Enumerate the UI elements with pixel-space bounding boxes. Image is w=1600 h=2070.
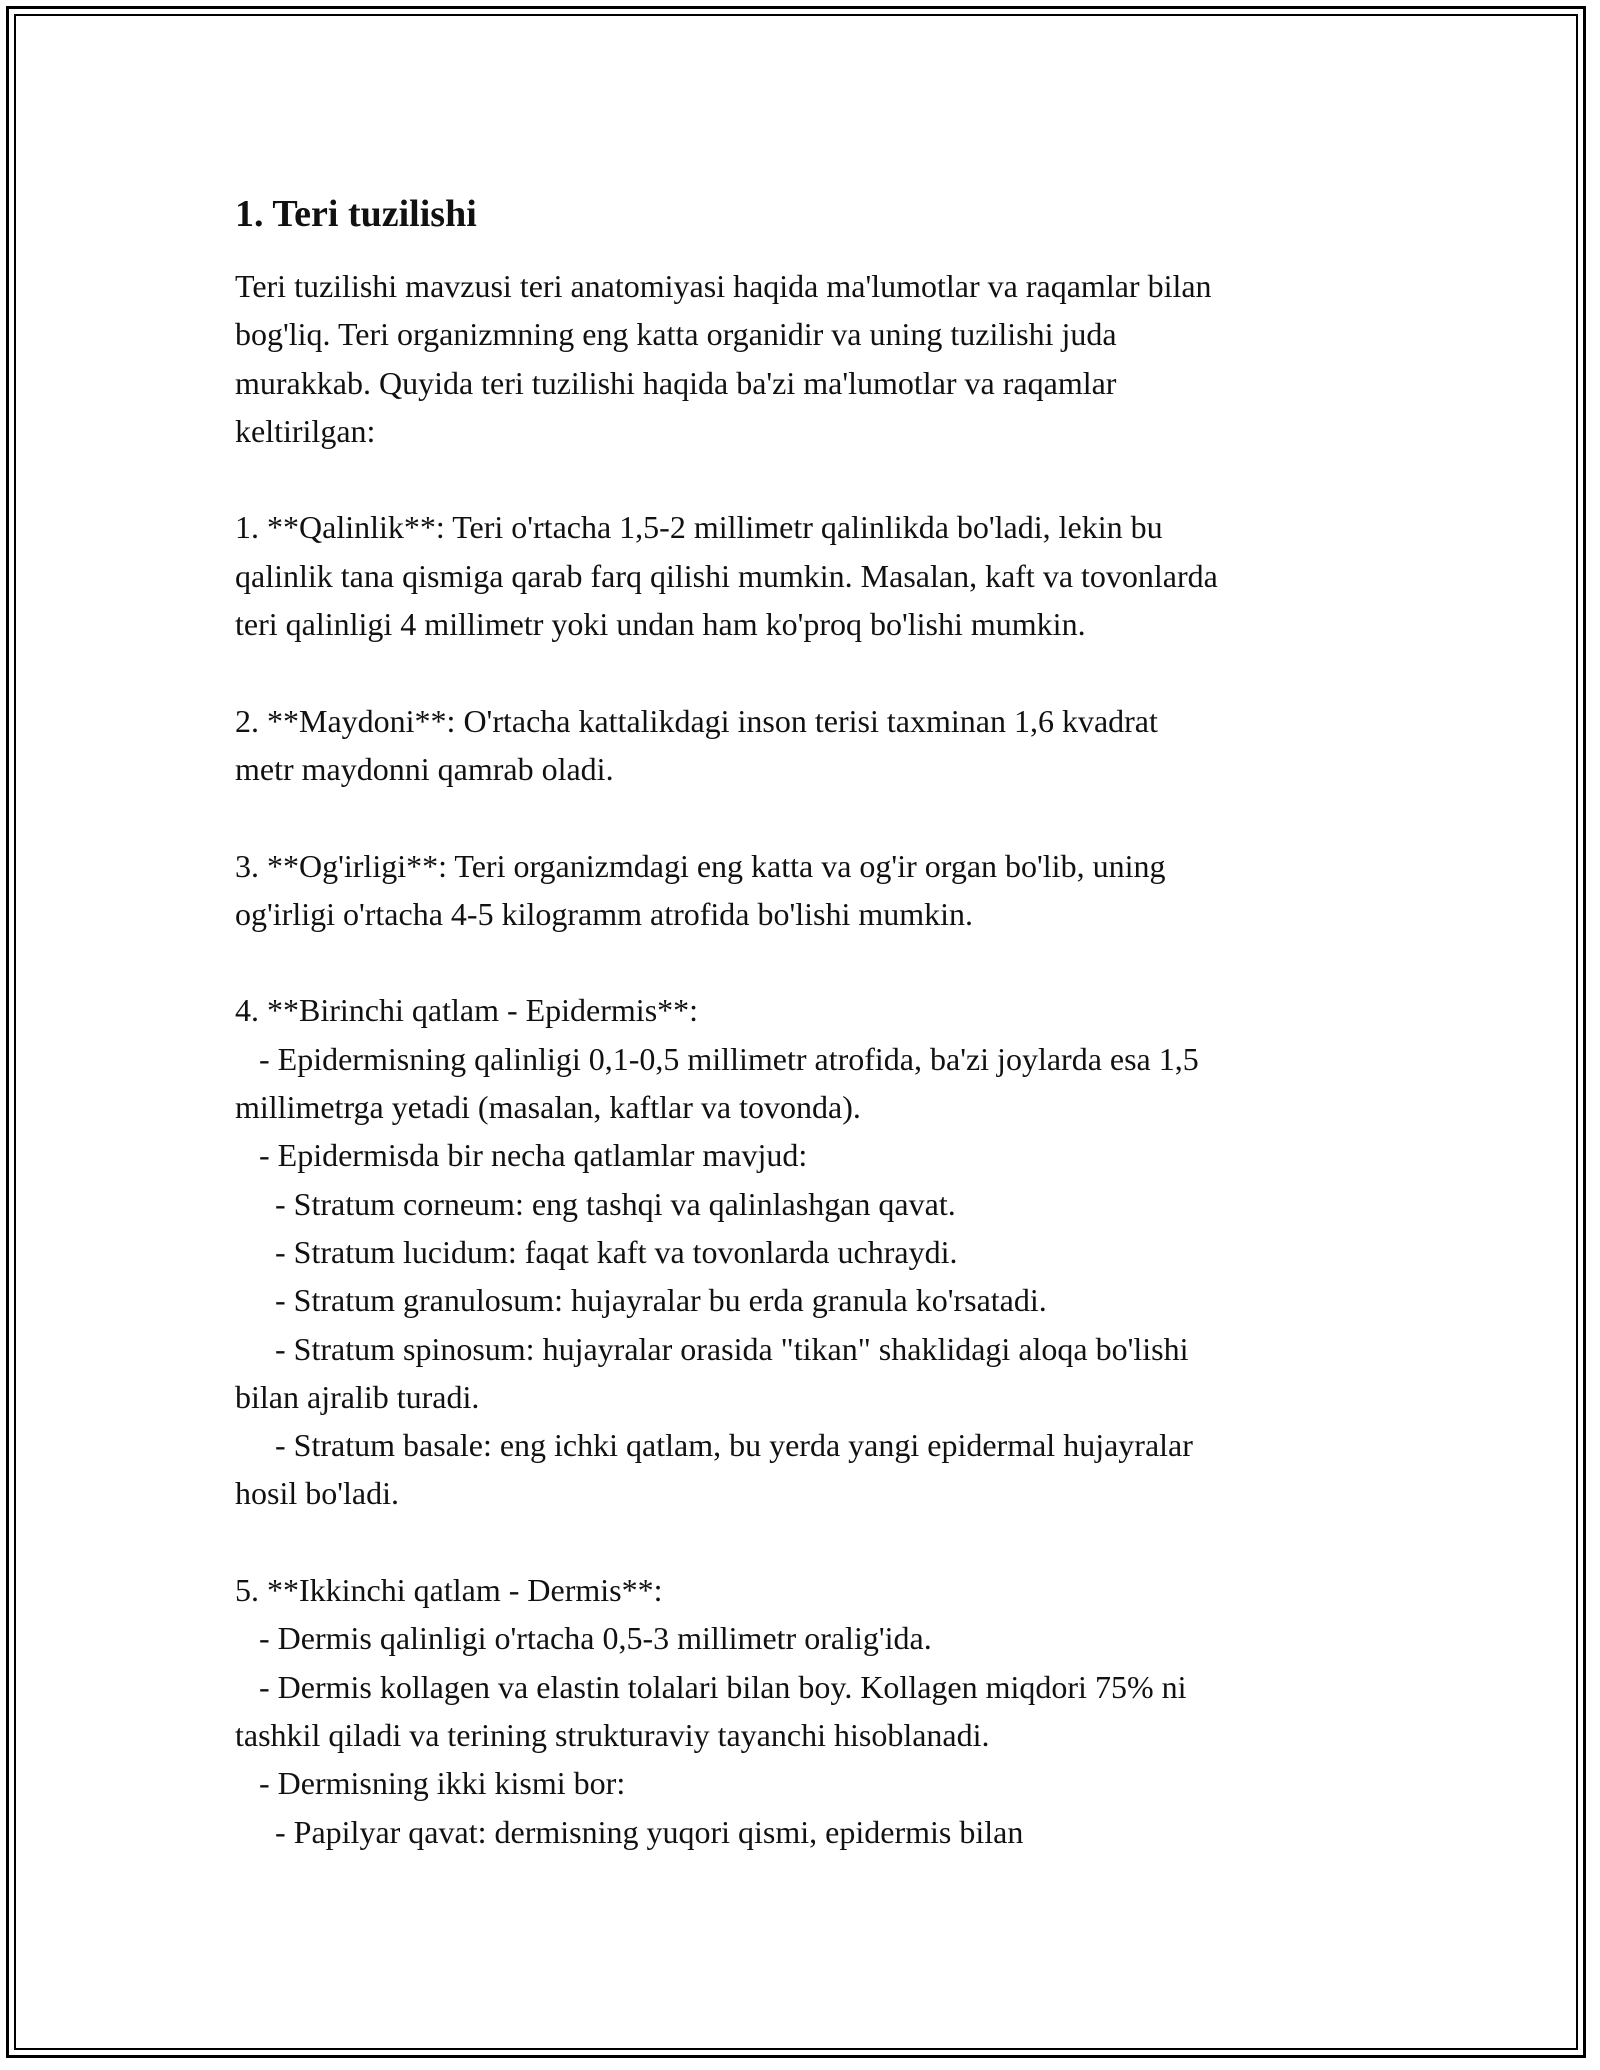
document-line: - Stratum spinosum: hujayralar orasida "tikan" shaklidagi aloqa bo'lishi <box>235 1330 1189 1367</box>
document-line: - Stratum lucidum: faqat kaft va tovonlarda uchraydi. <box>235 1233 958 1270</box>
document-line: qalinlik tana qismiga qarab farq qilishi mumkin. Masalan, kaft va tovonlarda <box>235 557 1218 594</box>
document-body <box>235 188 1375 1856</box>
document-line: og'irligi o'rtacha 4-5 kilogramm atrofida bo'lishi mumkin. <box>235 895 974 932</box>
document-line: metr maydonni qamrab oladi. <box>235 750 614 787</box>
document-line: - Stratum corneum: eng tashqi va qalinlashgan qavat. <box>235 1185 956 1222</box>
document-line: hosil bo'ladi. <box>235 1475 399 1512</box>
document-line: teri qalinligi 4 millimetr yoki undan ham ko'proq bo'lishi mumkin. <box>235 606 1086 643</box>
document-line <box>235 793 1375 841</box>
document-line: - Papilyar qavat: dermisning yuqori qismi, epidermis bilan <box>235 1813 1024 1850</box>
document-line: 4. **Birinchi qatlam - Epidermis**: <box>235 992 699 1029</box>
document-line: 2. **Maydoni**: O'rtacha kattalikdagi inson terisi taxminan 1,6 kvadrat <box>235 702 1158 739</box>
document-line: 5. **Ikkinchi qatlam - Dermis**: <box>235 1572 663 1609</box>
document-line <box>235 1518 1375 1566</box>
page-title: 1. Teri tuzilishi <box>235 193 477 235</box>
document-lines <box>235 455 1375 1856</box>
document-line: millimetrga yetadi (masalan, kaftlar va tovonda). <box>235 1089 861 1126</box>
document-line: 3. **Og'irligi**: Teri organizmdagi eng katta va og'ir organ bo'lib, uning <box>235 847 1166 884</box>
document-line: - Dermis kollagen va elastin tolalari bilan boy. Kollagen miqdori 75% ni <box>235 1668 1187 1705</box>
document-line <box>235 648 1375 696</box>
document-line: - Stratum granulosum: hujayralar bu erda granula ko'rsatadi. <box>235 1282 1047 1319</box>
document-line: 1. **Qalinlik**: Teri o'rtacha 1,5-2 millimetr qalinlikda bo'ladi, lekin bu <box>235 509 1163 546</box>
document-line: - Dermis qalinligi o'rtacha 0,5-3 millimetr oralig'ida. <box>235 1620 932 1657</box>
document-line <box>235 455 1375 503</box>
document-line: bilan ajralib turadi. <box>235 1378 480 1415</box>
document-line: - Epidermisda bir necha qatlamlar mavjud: <box>235 1137 808 1174</box>
document-line <box>235 938 1375 986</box>
document-line: - Dermisning ikki kismi bor: <box>235 1765 626 1802</box>
intro-paragraph: Teri tuzilishi mavzusi teri anatomiyasi haqida ma'lumotlar va raqamlar bilan bog'liq. Teri organizmning eng katta organidir va uning tuzilishi juda murakkab. Quyida teri tuzilishi haqida ba'zi ma'lumotlar va raqamlar keltirilgan: <box>235 268 1212 449</box>
document-line: tashkil qiladi va terining strukturaviy tayanchi hisoblanadi. <box>235 1716 990 1753</box>
document-line: - Epidermisning qalinligi 0,1-0,5 millimetr atrofida, ba'zi joylarda esa 1,5 <box>235 1040 1199 1077</box>
document-line: - Stratum basale: eng ichki qatlam, bu yerda yangi epidermal hujayralar <box>235 1427 1193 1464</box>
